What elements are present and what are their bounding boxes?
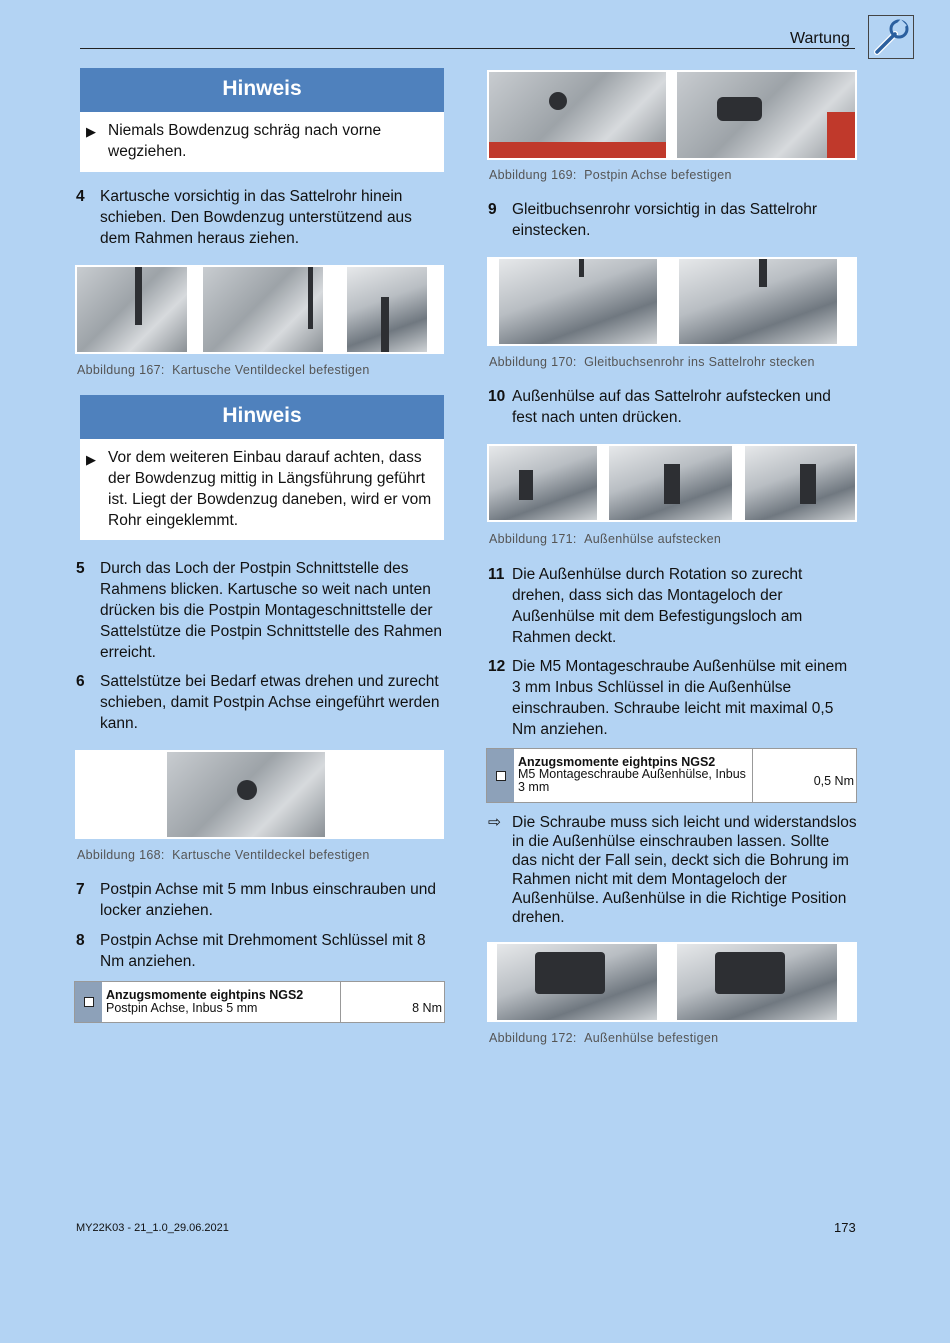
figure-171 xyxy=(487,444,857,522)
step-6: 6 Sattelstütze bei Bedarf etwas drehen und zurecht schieben, damit Postpin Achse eingeführt werden kann. xyxy=(76,673,440,732)
figure-169-caption: Abbildung 169: Postpin Achse befestigen xyxy=(489,168,732,182)
hinweis-title-2: Hinweis xyxy=(80,395,444,439)
torque-table-1 xyxy=(74,981,445,1023)
hinweis-box-1 xyxy=(80,112,444,172)
result-text: Die Schraube muss sich leicht und widerstandslos in die Außenhülse einschrauben lassen. Sollte das nicht der Fall sein, deckt sich die Bohrung im Rahmen nicht mit dem Montageloch der Außenhülse. Außenhülse in die Richtige Position drehen. xyxy=(512,814,857,926)
figure-170-caption: Abbildung 170: Gleitbuchsenrohr ins Sattelrohr stecken xyxy=(489,355,815,369)
figure-172-caption: Abbildung 172: Außenhülse befestigen xyxy=(489,1031,719,1045)
bullet-triangle-icon: ▶ xyxy=(86,452,96,467)
checkbox-icon xyxy=(75,982,102,1022)
step-12: 12 Die M5 Montageschraube Außenhülse mit einem 3 mm Inbus Schlüssel in die Außenhülse einschrauben. Schraube leicht mit maximal 0,5 Nm anziehen. xyxy=(488,658,848,738)
result-note xyxy=(488,813,858,933)
step-9: 9 Gleitbuchsenrohr vorsichtig in das Sattelrohr einstecken. xyxy=(488,201,817,239)
section-title: Wartung xyxy=(790,30,850,47)
photo-169a xyxy=(489,72,666,158)
photo-167c xyxy=(347,267,427,352)
checkbox-icon xyxy=(487,749,514,802)
hinweis-text-1: Niemals Bowdenzug schräg nach vorne wegziehen. xyxy=(108,122,382,160)
photo-172a xyxy=(497,944,657,1020)
figure-167-caption: Abbildung 167: Kartusche Ventildeckel befestigen xyxy=(77,363,370,377)
photo-167b xyxy=(203,267,323,352)
result-arrow-icon: ⇨ xyxy=(488,814,501,831)
figure-168-caption: Abbildung 168: Kartusche Ventildeckel befestigen xyxy=(77,848,370,862)
photo-171b xyxy=(609,446,732,520)
photo-168 xyxy=(167,752,325,837)
torque-title-2: Anzugsmomente eightpins NGS2 xyxy=(518,755,716,769)
figure-168 xyxy=(75,750,444,839)
figure-172 xyxy=(487,942,857,1022)
step-8: 8 Postpin Achse mit Drehmoment Schlüssel mit 8 Nm anziehen. xyxy=(76,932,426,970)
figure-171-caption: Abbildung 171: Außenhülse aufstecken xyxy=(489,532,722,546)
photo-170a xyxy=(499,259,657,344)
photo-172b xyxy=(677,944,837,1020)
header-rule xyxy=(80,48,855,49)
photo-171c xyxy=(745,446,855,520)
figure-169 xyxy=(487,70,857,160)
photo-169b xyxy=(677,72,855,158)
wrench-icon xyxy=(868,15,914,59)
torque-item-2: M5 Montageschraube Außenhülse, Inbus 3 mm xyxy=(518,767,746,794)
step-7: 7 Postpin Achse mit 5 mm Inbus einschrauben und locker anziehen. xyxy=(76,881,437,919)
torque-value-2: 0,5 Nm xyxy=(813,774,854,788)
torque-item-1: Postpin Achse, Inbus 5 mm xyxy=(106,1001,258,1015)
step-5: 5 Durch das Loch der Postpin Schnittstelle des Rahmens blicken. Kartusche so weit nach unten drücken bis die Postpin Montageschnittstelle der Sattelstütze die Postpin Schnittstelle des Rahmen erreicht. xyxy=(76,560,443,661)
figure-170 xyxy=(487,257,857,346)
photo-171a xyxy=(489,446,597,520)
page-number: 173 xyxy=(834,1220,856,1235)
figure-167 xyxy=(75,265,444,354)
hinweis-text-2: Vor dem weiteren Einbau darauf achten, dass der Bowdenzug mittig in Längsführung geführt ist. Liegt der Bowdenzug daneben, wird er vom Rohr eingeklemmt. xyxy=(108,449,432,529)
bullet-triangle-icon: ▶ xyxy=(86,124,96,139)
hinweis-box-2 xyxy=(80,439,444,540)
hinweis-title-1: Hinweis xyxy=(80,68,444,112)
step-10: 10 Außenhülse auf das Sattelrohr aufstecken und fest nach unten drücken. xyxy=(488,388,831,426)
torque-value-1: 8 Nm xyxy=(412,1001,442,1015)
photo-170b xyxy=(679,259,837,344)
torque-title-1: Anzugsmomente eightpins NGS2 xyxy=(106,988,304,1002)
doc-id: MY22K03 - 21_1.0_29.06.2021 xyxy=(76,1222,229,1234)
step-11: 11 Die Außenhülse durch Rotation so zurecht drehen, dass sich das Montageloch der Außenhülse mit dem Befestigungsloch am Rahmen deckt. xyxy=(488,566,803,646)
torque-table-2 xyxy=(486,748,857,803)
step-4: 4 Kartusche vorsichtig in das Sattelrohr hinein schieben. Den Bowdenzug unterstützend aus dem Rahmen heraus ziehen. xyxy=(76,188,412,247)
photo-167a xyxy=(77,267,187,352)
